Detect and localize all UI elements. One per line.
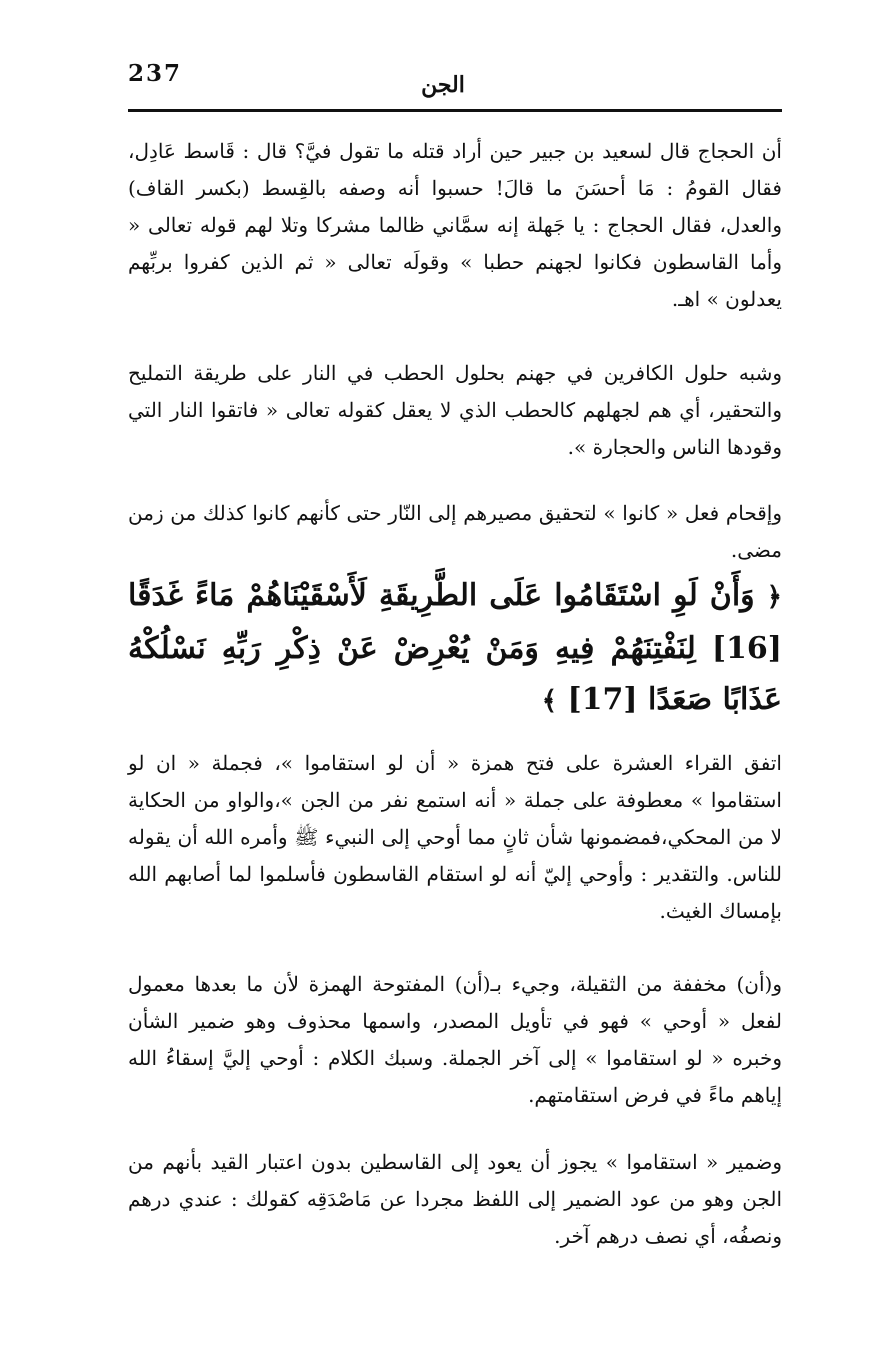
quran-verse [128,570,782,727]
paragraph-tashbih: وشبه حلول الكافرين في جهنم بحلول الحطب في النار على طريقة التمليح والتحقير، أي هم لجهلهم كالحطب الذي لا يعقل كقوله تعالى « فاتقوا النار التي وقودها الناس والحجارة ». [128,361,782,459]
paragraph-qasitun: أن الحجاج قال لسعيد بن جبير حين أراد قتله ما تقول فيَّ؟ قال : قَاسط عَادِل، فقال القومُ : مَا أحسَنَ ما قالَ! حسبوا أنه وصفه بالقِسط (بكسر القاف) والعدل، فقال الحجاج : يا جَهلة إنه سمَّاني ظالما مشركا وتلا لهم قوله تعالى « وأما القاسطون فكانوا لجهنم حطبا » وقولَه تعالى « ثم الذين كفروا بربِّهم يعدلون » اهـ. [128,139,782,311]
paragraph-damir: وضمير « استقاموا » يجوز أن يعود إلى القاسطين بدون اعتبار القيد بأنهم من الجن وهو من عود الضمير إلى اللفظ مجردا عن مَاصْدَقِه كقولك : عندي درهم ونصفُه، أي نصف درهم آخر. [128,1150,782,1248]
verse-open-mark: ﴿ [766,582,782,612]
running-head: الجن [421,72,465,98]
paragraph-kanu: وإقحام فعل « كانوا » لتحقيق مصيرهم إلى النّار حتى كأنهم كانوا كذلك من زمن مضى. [128,501,782,562]
header-rule [128,109,782,112]
paragraph-an-mukhaffafa: و(أن) مخففة من الثقيلة، وجيء بـ(أن) المفتوحة الهمزة لأن ما بعدها معمول لفعل « أوحي » فهو في تأويل المصدر، واسمها محذوف وهو ضمير الشأن وخبره « لو استقاموا » إلى آخر الجملة. وسبك الكلام : أوحي إليَّ إسقاءُ الله إياهم ماءً في فرض استقامتهم. [128,972,782,1107]
page-number: 237 [128,60,183,87]
verse-close-mark: ﴾ [541,686,557,716]
paragraph-qiraat: اتفق القراء العشرة على فتح همزة « أن لو استقاموا »، فجملة « ان لو استقاموا » معطوفة على جملة « أنه استمع نفر من الجن »،والواو من الحكاية لا من المحكي،فمضمونها شأن ثانٍ مما أوحي إلى النبيء ﷺ وأمره الله أن يقوله للناس. والتقدير : وأوحي إليّ أنه لو استقام القاسطون فأسلموا لما أصابهم الله بإمساك الغيث. [128,751,782,923]
verse-text: وَأَنْ لَوِ اسْتَقَامُوا عَلَى الطَّرِيقَةِ لَأَسْقَيْنَاهُمْ مَاءً غَدَقًا [16] لِنَفْتِنَهُمْ فِيهِ وَمَنْ يُعْرِضْ عَنْ ذِكْرِ رَبِّهِ نَسْلُكْهُ عَذَابًا صَعَدًا [17] [128,578,782,717]
